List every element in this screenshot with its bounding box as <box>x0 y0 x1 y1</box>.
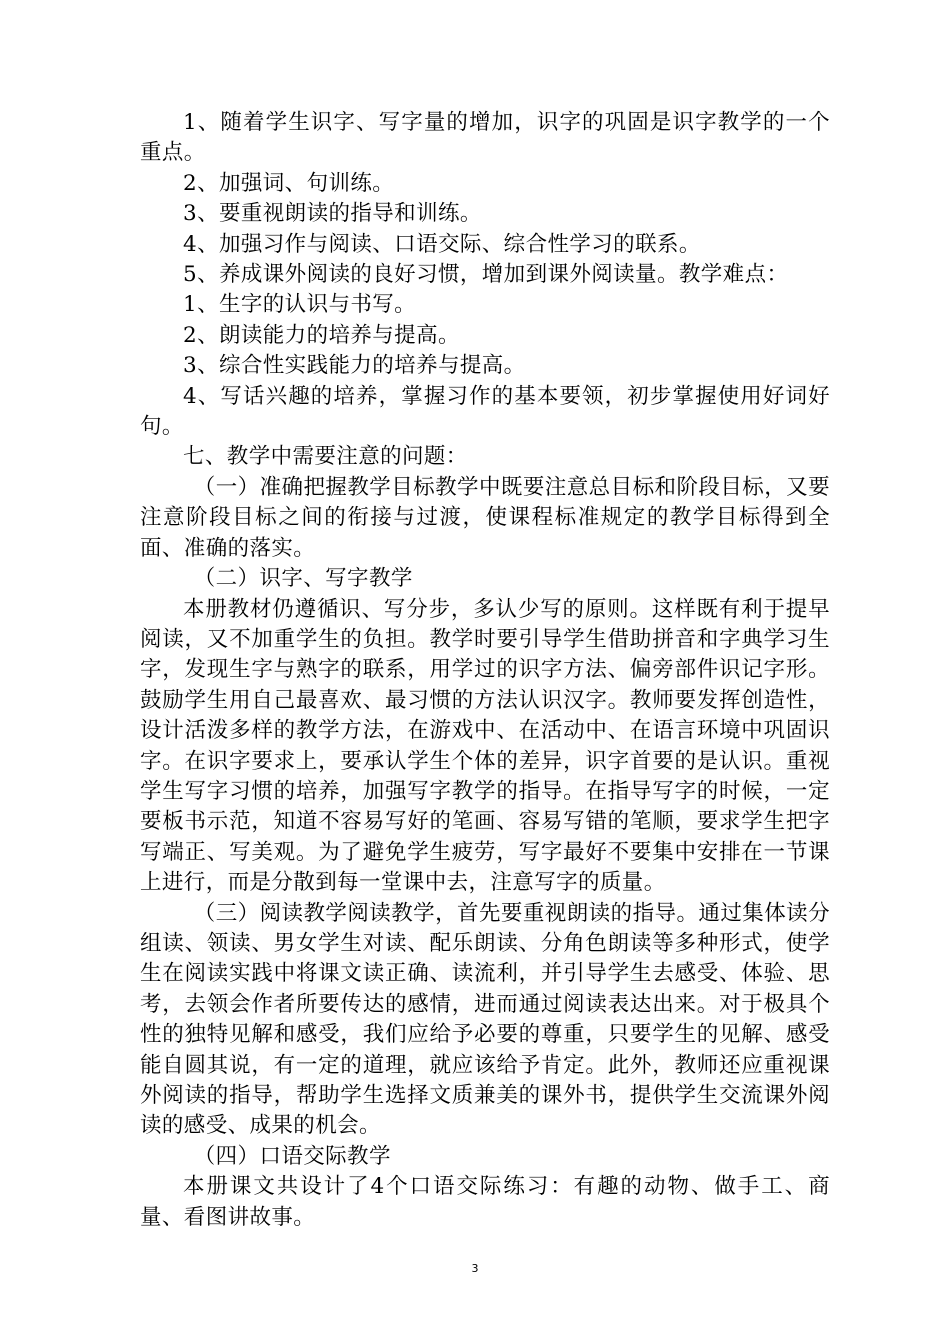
paragraph-point-4: 4、加强习作与阅读、口语交际、综合性学习的联系。 <box>183 231 701 257</box>
paragraph-point-2: 2、加强词、句训练。 <box>183 170 395 196</box>
subsection-four-heading: （四）口语交际教学 <box>193 1143 391 1169</box>
paragraph-point-5: 5、养成课外阅读的良好习惯，增加到课外阅读量。教学难点： <box>183 262 789 288</box>
page-number: 3 <box>471 1262 479 1275</box>
subsection-one: （一）准确把握教学目标教学中既要注意总目标和阶段目标，又要注意阶段目标之间的衔接与过渡，使课程标准规定的教学目标得到全面、准确的落实。 <box>140 474 830 561</box>
paragraph-point-1: 1、随着学生识字、写字量的增加，识字的巩固是识字教学的一个重点。 <box>140 110 830 166</box>
subsection-two-heading: （二）识字、写字教学 <box>193 566 413 592</box>
literacy-paragraph: 本册教材仍遵循识、写分步，多认少写的原则。这样既有利于提早阅读，又不加重学生的负担。教学时要引导学生借助拼音和字典学习生字，发现生字与熟字的联系，用学过的识字方法、偏旁部件识记字形。鼓励学生用自己最喜欢、最习惯的方法认识汉字。教师要发挥创造性，设计活泼多样的教学方法，在游戏中、在活动中、在语言环境中巩固识字。在识字要求上，要承认学生个体的差异，识字首要的是认识。重视学生写字习惯的培养，加强写字教学的指导。在指导写字的时候，一定要板书示范，知道不容易写好的笔画、容易写错的笔顺，要求学生把字写端正、写美观。为了避免学生疲劳，写字最好不要集中安排在一节课上进行，而是分散到每一堂课中去，注意写字的质量。 <box>140 596 830 896</box>
paragraph-difficulty-2: 2、朗读能力的培养与提高。 <box>183 322 460 348</box>
body-text <box>140 108 830 1233</box>
paragraph-point-3: 3、要重视朗读的指导和训练。 <box>183 201 482 227</box>
paragraph-difficulty-4: 4、写话兴趣的培养，掌握习作的基本要领，初步掌握使用好词好句。 <box>140 383 830 440</box>
paragraph-difficulty-3: 3、综合性实践能力的培养与提高。 <box>183 353 526 379</box>
subsection-three: （三）阅读教学阅读教学，首先要重视朗读的指导。通过集体读分组读、领读、男女学生对读、配乐朗读、分角色朗读等多种形式，使学生在阅读实践中将课文读正确、读流利，并引导学生去感受、体验、思考，去领会作者所要传达的感情，进而通过阅读表达出来。对于极具个性的独特见解和感受，我们应给予必要的尊重，只要学生的见解、感受能自圆其说，有一定的道理，就应该给予肯定。此外，教师还应重视课外阅读的指导，帮助学生选择文质兼美的课外书，提供学生交流课外阅读的感受、成果的机会。 <box>140 900 830 1139</box>
section-heading-seven: 七、教学中需要注意的问题： <box>183 444 468 470</box>
oral-communication-paragraph: 本册课文共设计了4个口语交际练习：有趣的动物、做手工、商量、看图讲故事。 <box>140 1174 830 1230</box>
paragraph-difficulty-1: 1、生字的认识与书写。 <box>183 292 417 318</box>
